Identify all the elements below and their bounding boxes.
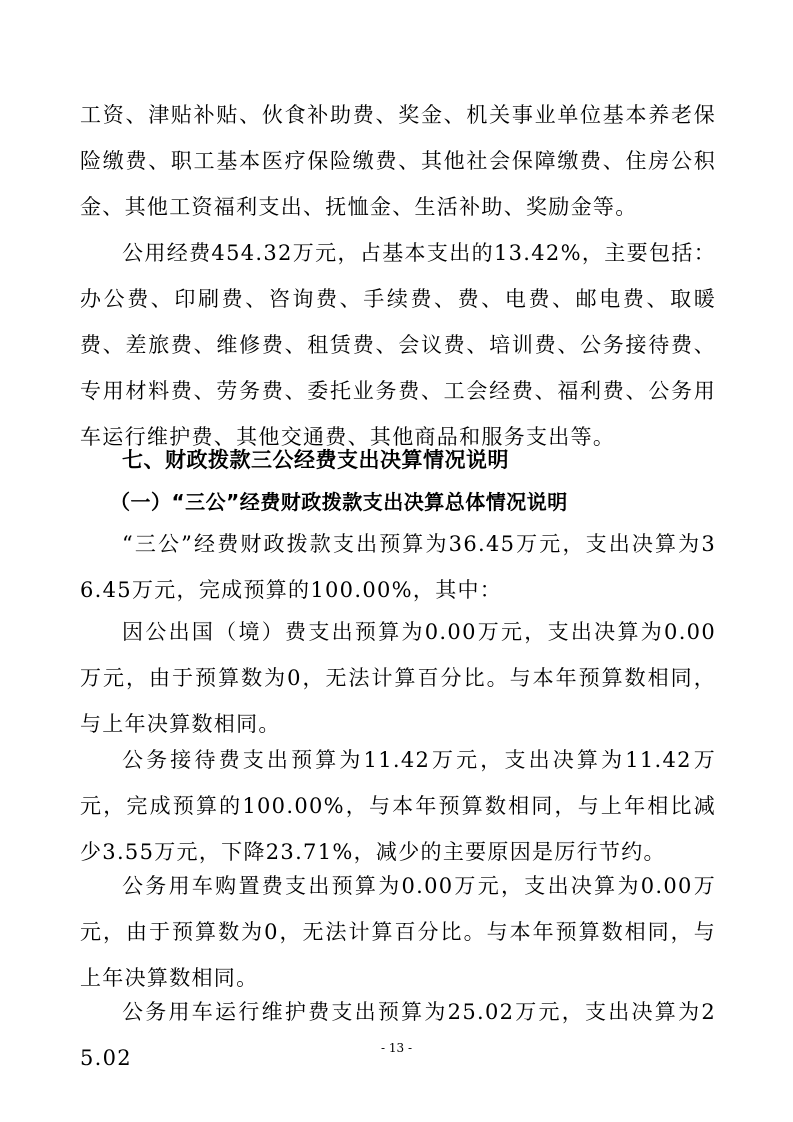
paragraph-vehicle-operation: 公务用车运行维护费支出预算为25.02万元，支出决算为25.02 bbox=[80, 1000, 716, 1070]
paragraph-overseas-travel: 因公出国（境）费支出预算为0.00万元，支出决算为0.00万元，由于预算数为0，无法计算百分比。与本年预算数相同，与上年决算数相同。 bbox=[80, 620, 716, 736]
paragraph-personnel-expenses-continued: 工资、津贴补贴、伙食补助费、奖金、机关事业单位基本养老保险缴费、职工基本医疗保险缴费、其他社会保障缴费、住房公积金、其他工资福利支出、抚恤金、生活补助、奖励金等。 bbox=[80, 103, 716, 219]
paragraph-public-expenses: 公用经费454.32万元，占基本支出的13.42%，主要包括：办公费、印刷费、咨询费、手续费、费、电费、邮电费、取暖费、差旅费、维修费、租赁费、会议费、培训费、公务接待费、专用材料费、劳务费、委托业务费、工会经费、福利费、公务用车运行维护费、其他交通费、其他商品和服务支出等。 bbox=[80, 241, 716, 449]
page-number: - 13 - bbox=[380, 1041, 412, 1055]
paragraph-official-reception: 公务接待费支出预算为11.42万元，支出决算为11.42万元，完成预算的100.00%，与本年预算数相同，与上年相比减少3.55万元，下降23.71%，减少的主要原因是厉行节约。 bbox=[80, 748, 716, 864]
section-heading-three-public-expenses: 七、财政拨款三公经费支出决算情况说明 bbox=[122, 448, 509, 472]
paragraph-three-public-overall: “三公”经费财政拨款支出预算为36.45万元，支出决算为36.45万元，完成预算的100.00%，其中： bbox=[80, 532, 716, 602]
paragraph-vehicle-purchase: 公务用车购置费支出预算为0.00万元，支出决算为0.00万元，由于预算数为0，无法计算百分比。与本年预算数相同，与上年决算数相同。 bbox=[80, 874, 716, 990]
subsection-heading-overall: （一）“三公”经费财政拨款支出决算总体情况说明 bbox=[110, 490, 568, 514]
